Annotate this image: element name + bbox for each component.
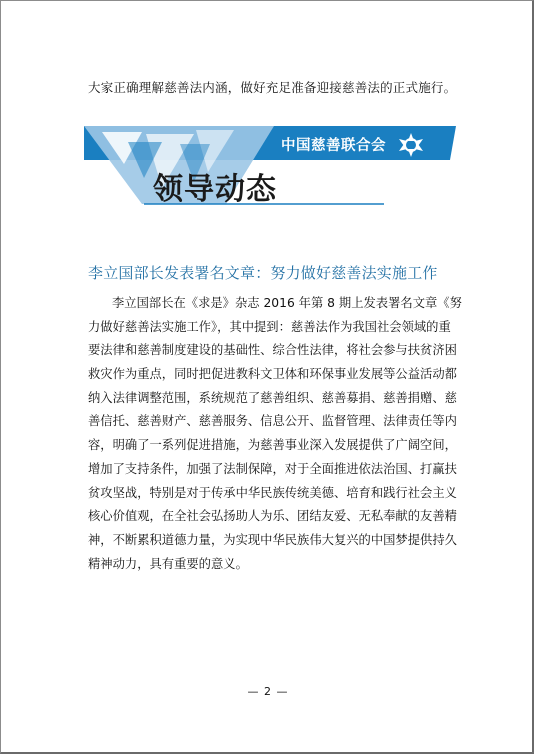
article-line: 善信托、慈善财产、慈善服务、信息公开、监督管理、法律责任等内 (88, 414, 457, 429)
article-line: 救灾作为重点，同时把促进教科文卫体和环保事业发展等公益活动都 (88, 367, 457, 382)
article-line: 纳入法律调整范围，系统规范了慈善组织、慈善募捐、慈善捐赠、慈 (88, 390, 457, 405)
section-title: 领导动态 (153, 172, 277, 207)
article-line: 要法律和慈善制度建设的基础性、综合性法律，将社会参与扶贫济困 (88, 343, 457, 358)
org-name: 中国慈善联合会 (281, 138, 386, 154)
article-line: 李立国部长在《求是》杂志 2016 年第 8 期上发表署名文章《努 (112, 296, 462, 310)
intro-paragraph-line: 大家正确理解慈善法内涵，做好充足准备迎接慈善法的正式施行。 (88, 80, 457, 95)
article-line: 贫攻坚战，特别是对于传承中华民族传统美德、培育和践行社会主义 (88, 485, 457, 500)
article-line: 精神动力，具有重要的意义。 (88, 556, 248, 571)
article-line: 核心价值观，在全社会弘扬助人为乐、团结友爱、无私奉献的友善精 (88, 509, 457, 524)
article-line: 神，不断累积道德力量，为实现中华民族伟大复兴的中国梦提供持久 (88, 532, 457, 547)
charity-star-logo-icon (398, 132, 424, 158)
page-number: — 2 — (247, 685, 289, 698)
article-line: 容，明确了一系列促进措施，为慈善事业深入发展提供了广阔空间， (88, 438, 457, 453)
article-title: 李立国部长发表署名文章：努力做好慈善法实施工作 (88, 264, 438, 282)
article-body (88, 292, 462, 576)
article-line: 增加了支持条件，加强了法制保障，对于全面推进依法治国、打赢扶 (88, 461, 457, 476)
article-line: 力做好慈善法实施工作》，其中提到：慈善法作为我国社会领域的重 (88, 319, 451, 334)
